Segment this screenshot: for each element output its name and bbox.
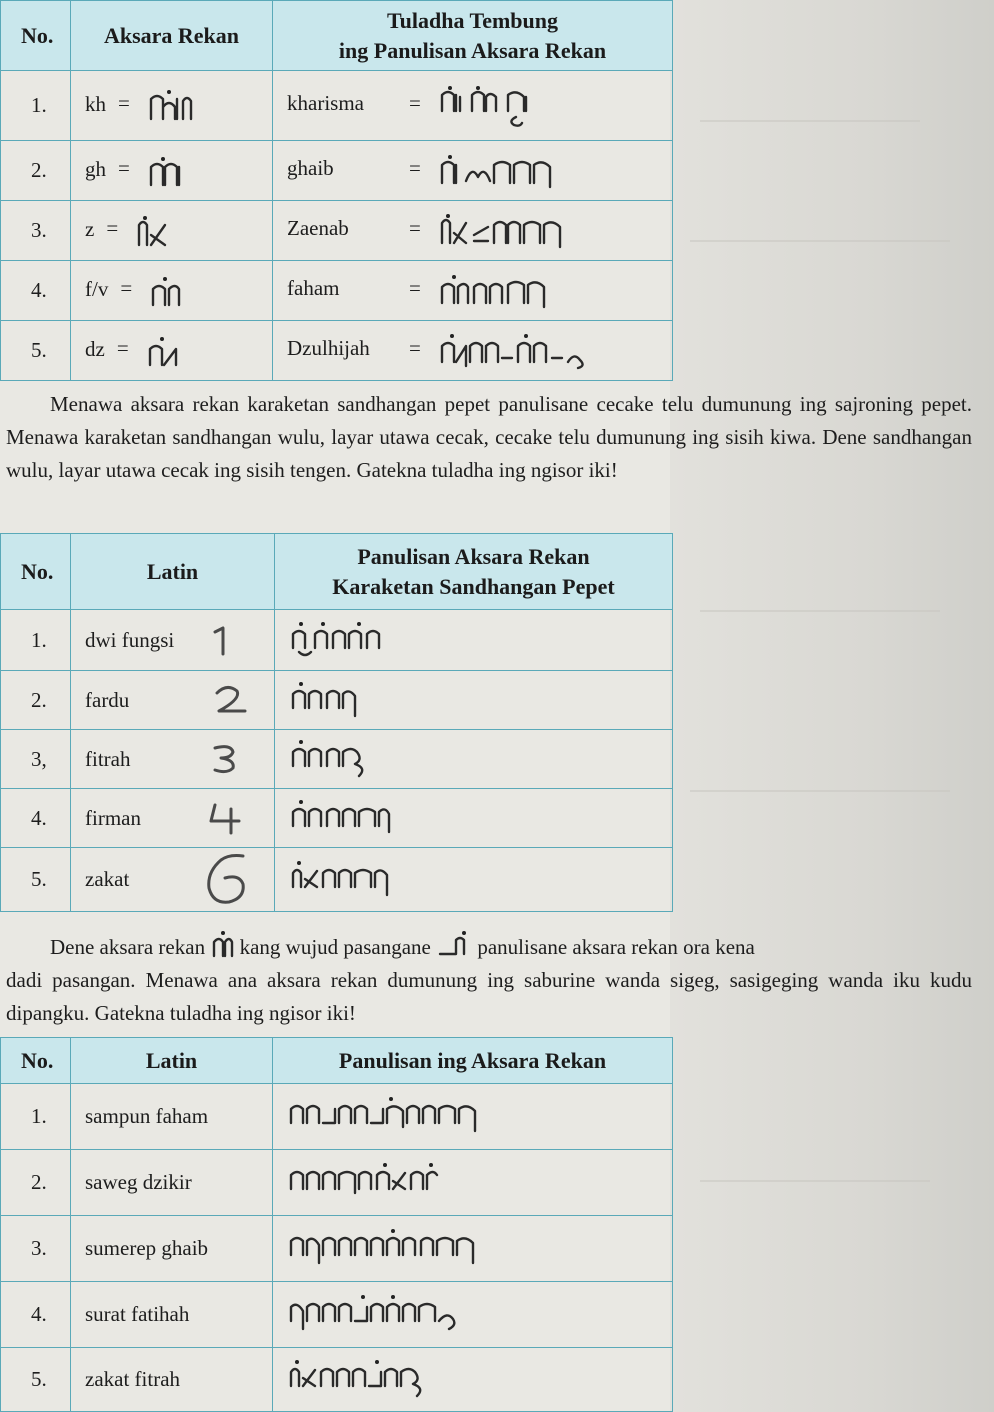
javanese-word [289,620,399,660]
table-row [1,261,673,321]
table-row [1,1150,673,1216]
bleed-through-line [700,120,920,122]
paragraph-text: Menawa aksara rekan karaketan sandhangan pepet panulisane cecake telu dumunung ing sajroning pepet. Menawa karaketan sandhangan wulu, layar utawa cecak, cecake telu dumunung ing sisih kiwa. Dene sandhangan wulu, layar utawa cecak ing sisih tengen. Gatekna tuladha ing ngisor iki! [6,392,972,482]
paragraph-sandhangan-pepet [6,388,972,487]
latin-letters: gh [85,156,106,181]
paragraph-pasangan [6,930,972,1030]
header-tuladha-line2: ing Panulisan Aksara Rekan [338,37,607,63]
row-number: 4. [1,1282,71,1348]
javanese-glyph [146,335,182,367]
javanese-glyph [149,275,185,307]
header-no: No. [1,534,71,610]
equals-sign: = [409,336,421,361]
javanese-phrase [287,1161,467,1205]
row-number: 1. [1,1084,71,1150]
javanese-word [438,85,548,127]
latin-word: firman [85,805,141,830]
latin-cell: zakat fitrah [71,1348,273,1412]
table-row [1,671,673,730]
javanese-cell [275,730,673,789]
header-tuladha [273,1,673,71]
javanese-cell [275,671,673,730]
row-number: 5. [1,1348,71,1412]
header-panulisan-line2: Karaketan Sandhangan Pepet [332,573,615,599]
javanese-word [289,738,389,780]
javanese-phrase [287,1095,527,1139]
table-aksara-rekan-pangku [0,1037,673,1412]
table-row [1,71,673,141]
latin-cell [71,848,275,912]
latin-cell: surat fatihah [71,1282,273,1348]
bleed-through-line [700,1180,930,1182]
latin-letters: kh [85,91,106,116]
latin-word: dwi fungsi [85,627,175,652]
handwritten-mark [209,624,233,658]
latin-word: fardu [85,687,130,712]
table-row [1,730,673,789]
equals-sign: = [106,216,119,241]
page-margin-shade [670,0,994,1412]
row-number: 1. [1,71,71,141]
equals-sign: = [118,156,130,181]
latin-cell [71,610,275,671]
header-aksara-rekan: Aksara Rekan [71,1,273,71]
javanese-cell [273,1150,673,1216]
javanese-cell [275,610,673,671]
equals-sign: = [409,156,421,181]
handwritten-mark [209,742,249,776]
table-row [1,1282,673,1348]
handwritten-mark [211,683,251,717]
javanese-glyph [135,215,175,247]
table-row [1,610,673,671]
javanese-cell [273,1282,673,1348]
aksara-cell [71,71,273,141]
header-panulisan [275,534,673,610]
equals-sign: = [409,216,421,241]
header-panulisan: Panulisan ing Aksara Rekan [273,1038,673,1084]
javanese-word [289,680,369,720]
javanese-glyph [147,155,187,187]
header-tuladha-line1: Tuladha Tembung [386,7,559,33]
equals-sign: = [120,276,133,301]
javanese-cell [275,848,673,912]
table-row [1,201,673,261]
javanese-word [289,859,399,901]
handwritten-mark [205,801,245,835]
header-latin: Latin [71,1038,273,1084]
table-row [1,141,673,201]
example-word: ghaib [287,156,334,181]
paragraph-text-part3: panulisane aksara rekan ora kena [477,935,755,959]
example-cell [273,141,673,201]
javanese-glyph-inline [210,930,234,958]
latin-cell [71,789,275,848]
table-row [1,1084,673,1150]
paragraph-text-part1: Dene aksara rekan [50,935,206,959]
javanese-cell [273,1216,673,1282]
javanese-cell [273,1348,673,1412]
javanese-word [438,332,598,370]
javanese-word [438,213,578,249]
equals-sign: = [409,276,421,301]
row-number: 2. [1,671,71,730]
latin-letters: f/v [85,276,109,301]
aksara-cell [71,261,273,321]
javanese-pasangan-glyph-inline [436,930,472,958]
javanese-phrase [287,1227,527,1271]
aksara-cell [71,201,273,261]
table-sandhangan-pepet [0,533,673,912]
paragraph-text-rest: dadi pasangan. Menawa ana aksara rekan dumunung ing saburine wanda sigeg, sasigeging wanda iku kudu dipangku. Gatekna tuladha ing ngisor iki! [6,968,972,1025]
javanese-word [289,798,399,838]
bleed-through-line [690,240,950,242]
latin-cell: saweg dzikir [71,1150,273,1216]
example-word: faham [287,276,340,301]
table-row [1,1216,673,1282]
table-row [1,789,673,848]
example-word: kharisma [287,91,364,116]
row-number: 3. [1,201,71,261]
equals-sign: = [409,91,421,116]
header-panulisan-line1: Panulisan Aksara Rekan [357,543,590,569]
row-number: 3, [1,730,71,789]
latin-word: fitrah [85,746,131,771]
bleed-through-line [700,610,940,612]
example-cell [273,321,673,381]
row-number: 3. [1,1216,71,1282]
table-row [1,1348,673,1412]
example-cell [273,71,673,141]
header-latin: Latin [71,534,275,610]
row-number: 2. [1,1150,71,1216]
row-number: 5. [1,848,71,912]
handwritten-mark [199,852,255,908]
example-word: Dzulhijah [287,336,370,361]
row-number: 4. [1,789,71,848]
equals-sign: = [116,336,129,361]
latin-cell [71,671,275,730]
example-cell [273,201,673,261]
aksara-cell [71,141,273,201]
table-aksara-rekan [0,0,673,381]
table-row [1,848,673,912]
header-no: No. [1,1038,71,1084]
bleed-through-line [690,790,950,792]
javanese-word [438,153,568,189]
aksara-cell [71,321,273,381]
paragraph-text-part2: kang wujud pasangane [239,935,431,959]
latin-cell [71,730,275,789]
table-row [1,321,673,381]
row-number: 1. [1,610,71,671]
example-word: Zaenab [287,216,349,241]
javanese-glyph [147,89,195,123]
latin-letters: dz [85,336,105,361]
paragraph-line [6,930,972,964]
row-number: 4. [1,261,71,321]
latin-letters: z [85,216,95,241]
javanese-cell [273,1084,673,1150]
latin-cell: sumerep ghaib [71,1216,273,1282]
javanese-cell [275,789,673,848]
javanese-phrase [287,1293,507,1337]
javanese-word [438,273,568,309]
row-number: 2. [1,141,71,201]
latin-cell: sampun faham [71,1084,273,1150]
row-number: 5. [1,321,71,381]
header-no: No. [1,1,71,71]
latin-word: zakat [85,867,130,891]
equals-sign: = [118,91,130,116]
javanese-phrase [287,1358,487,1402]
example-cell [273,261,673,321]
